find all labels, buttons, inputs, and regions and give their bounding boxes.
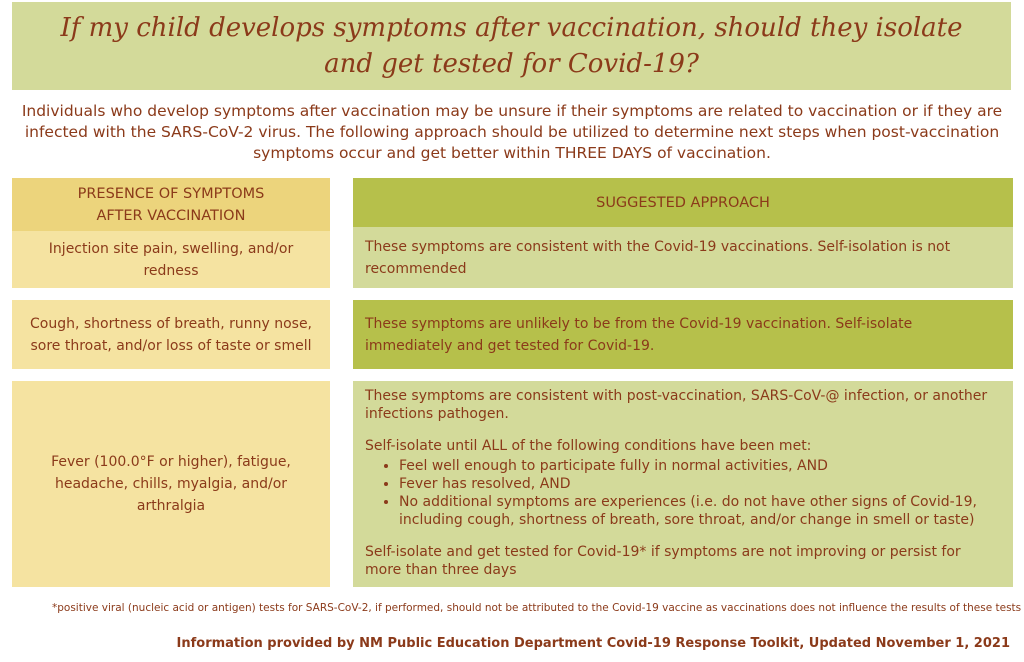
header-approach — [353, 178, 1013, 227]
row-2-approach-text: These symptoms are unlikely to be from the Covid-19 vaccination. Self-isolate immediately and get tested for Covid-19. — [365, 315, 913, 354]
row-3-conditions-lead: Self-isolate until ALL of the following conditions have been met: — [365, 438, 812, 454]
page-title: If my child develops symptoms after vaccination, should they isolate and get tested for Covid-19? — [60, 13, 963, 79]
row-3-conditions-list — [365, 457, 1001, 529]
footnote: *positive viral (nucleic acid or antigen) tests for SARS-CoV-2, if performed, should not be attributed to the Covid-19 vaccine as vaccinations does not influence the results of these tests — [52, 602, 1022, 614]
row-3-approach-intro: These symptoms are consistent with post-vaccination, SARS-CoV-@ infection, or another infections pathogen. — [365, 388, 988, 422]
title-banner — [12, 2, 1011, 90]
row-1-symptoms-text: Injection site pain, swelling, and/or redness — [48, 240, 294, 279]
row-3-symptoms — [12, 381, 330, 587]
row-1-approach — [353, 227, 1013, 288]
row-1-symptoms — [12, 231, 330, 288]
header-symptoms-line1: PRESENCE OF SYMPTOMS — [77, 185, 265, 202]
header-approach-label: SUGGESTED APPROACH — [596, 194, 770, 211]
header-symptoms — [12, 178, 330, 231]
row-3-approach-closing: Self-isolate and get tested for Covid-19* if symptoms are not improving or persist for more than three days — [365, 544, 961, 578]
row-2-symptoms-text: Cough, shortness of breath, runny nose, sore throat, and/or loss of taste or smell — [29, 315, 313, 354]
row-3-approach — [353, 381, 1013, 587]
row-2-approach — [353, 300, 1013, 369]
header-symptoms-line2: AFTER VACCINATION — [96, 207, 246, 224]
condition-item: • Fever has resolved, AND — [399, 475, 1001, 493]
source-credit: Information provided by NM Public Education Department Covid-19 Response Toolkit, Updated November 1, 2021 — [176, 636, 1010, 651]
row-3-symptoms-text: Fever (100.0°F or higher), fatigue, headache, chills, myalgia, and/or arthralgia — [51, 454, 291, 514]
intro-paragraph: Individuals who develop symptoms after vaccination may be unsure if their symptoms are related to vaccination or if they are infected with the SARS-CoV-2 virus. The following approach should be utilized to determine next steps when post-vaccination symptoms occur and get better within THREE DAYS of vaccination. — [21, 102, 1003, 162]
row-1-approach-text: These symptoms are consistent with the Covid-19 vaccinations. Self-isolation is not recommended — [365, 238, 951, 277]
condition-item: • Feel well enough to participate fully in normal activities, AND — [399, 457, 1001, 475]
condition-item: • No additional symptoms are experiences (i.e. do not have other signs of Covid-19, including cough, shortness of breath, sore throat, and/or change in smell or taste) — [399, 493, 1001, 529]
row-2-symptoms — [12, 300, 330, 369]
